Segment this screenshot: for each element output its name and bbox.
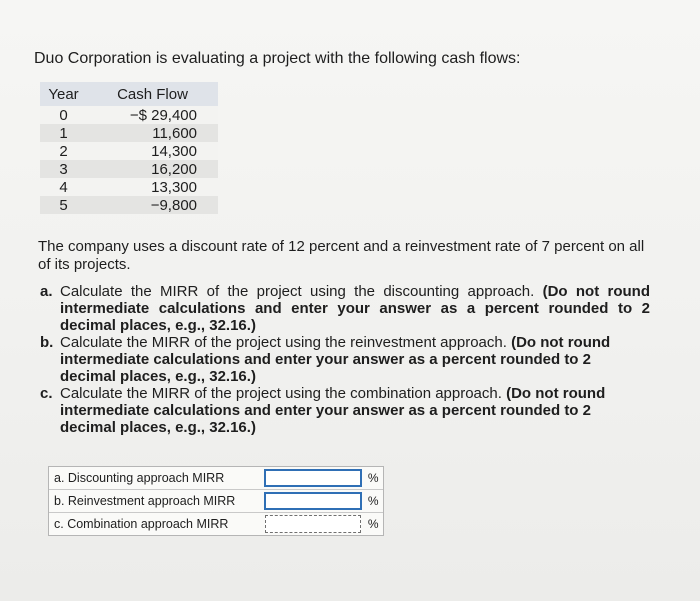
answer-label: a. Discounting approach MIRR xyxy=(54,471,225,485)
year-cell: 4 xyxy=(59,178,68,196)
year-cell: 1 xyxy=(59,124,68,142)
answer-label: b. Reinvestment approach MIRR xyxy=(54,494,236,508)
cash-flow-cell: 14,300 xyxy=(151,142,197,160)
question-text: Calculate the MIRR of the project using the reinvestment approach. xyxy=(60,334,507,351)
percent-unit: % xyxy=(367,494,379,508)
answer-row-reinvestment xyxy=(49,490,383,513)
table-body xyxy=(40,106,218,214)
question-instruction: (Do not round intermediate calculations and enter your answer as a percent rounded to 2 decimal places, e.g., 32.16.) xyxy=(60,385,606,436)
table-row xyxy=(40,160,218,178)
answer-row-combination xyxy=(49,513,383,535)
question-letter: a. xyxy=(40,283,53,300)
year-cell: 5 xyxy=(59,196,68,214)
cash-flow-cell: −$ 29,400 xyxy=(129,106,197,124)
question-b xyxy=(40,334,650,385)
discounting-mirr-input[interactable] xyxy=(264,469,362,487)
combination-mirr-input[interactable] xyxy=(265,515,361,533)
cash-flow-cell: 13,300 xyxy=(151,178,197,196)
year-cell: 3 xyxy=(59,160,68,178)
table-row xyxy=(40,106,218,124)
question-body xyxy=(60,385,650,436)
table-header xyxy=(40,82,218,106)
year-cell: 0 xyxy=(59,106,68,124)
cash-flow-cell: −9,800 xyxy=(150,196,197,214)
cash-flow-header: Cash Flow xyxy=(117,85,188,103)
rates-text: The company uses a discount rate of 12 percent and a reinvestment rate of 7 percent on all of its projects. xyxy=(38,238,645,273)
question-letter: c. xyxy=(40,385,53,402)
question-list xyxy=(40,283,650,436)
table-row xyxy=(40,178,218,196)
question-c xyxy=(40,385,650,436)
year-cell: 2 xyxy=(59,142,68,160)
answer-label: c. Combination approach MIRR xyxy=(54,517,229,531)
percent-unit: % xyxy=(367,471,379,485)
table-row xyxy=(40,196,218,214)
cash-flow-cell: 16,200 xyxy=(151,160,197,178)
cash-flow-cell: 11,600 xyxy=(152,124,197,142)
year-header: Year xyxy=(48,85,79,103)
cash-flow-table xyxy=(40,82,218,214)
question-instruction: (Do not round intermediate calculations and enter your answer as a percent rounded to 2 decimal places, e.g., 32.16.) xyxy=(60,334,611,385)
question-text: Calculate the MIRR of the project using the combination approach. xyxy=(60,385,502,402)
question-text: Calculate the MIRR of the project using the discounting approach. xyxy=(60,283,535,300)
question-letter: b. xyxy=(40,334,54,351)
answer-table xyxy=(48,466,384,536)
question-body xyxy=(60,283,650,334)
percent-unit: % xyxy=(367,517,379,531)
question-instruction: (Do not round intermediate calculations and enter your answer as a percent rounded to 2 decimal places, e.g., 32.16.) xyxy=(60,283,651,334)
table-row xyxy=(40,142,218,160)
question-body xyxy=(60,334,650,385)
question-a xyxy=(40,283,650,334)
answer-row-discounting xyxy=(49,467,383,490)
intro-text: Duo Corporation is evaluating a project with the following cash flows: xyxy=(34,50,521,67)
table-row xyxy=(40,124,218,142)
reinvestment-mirr-input[interactable] xyxy=(264,492,362,510)
